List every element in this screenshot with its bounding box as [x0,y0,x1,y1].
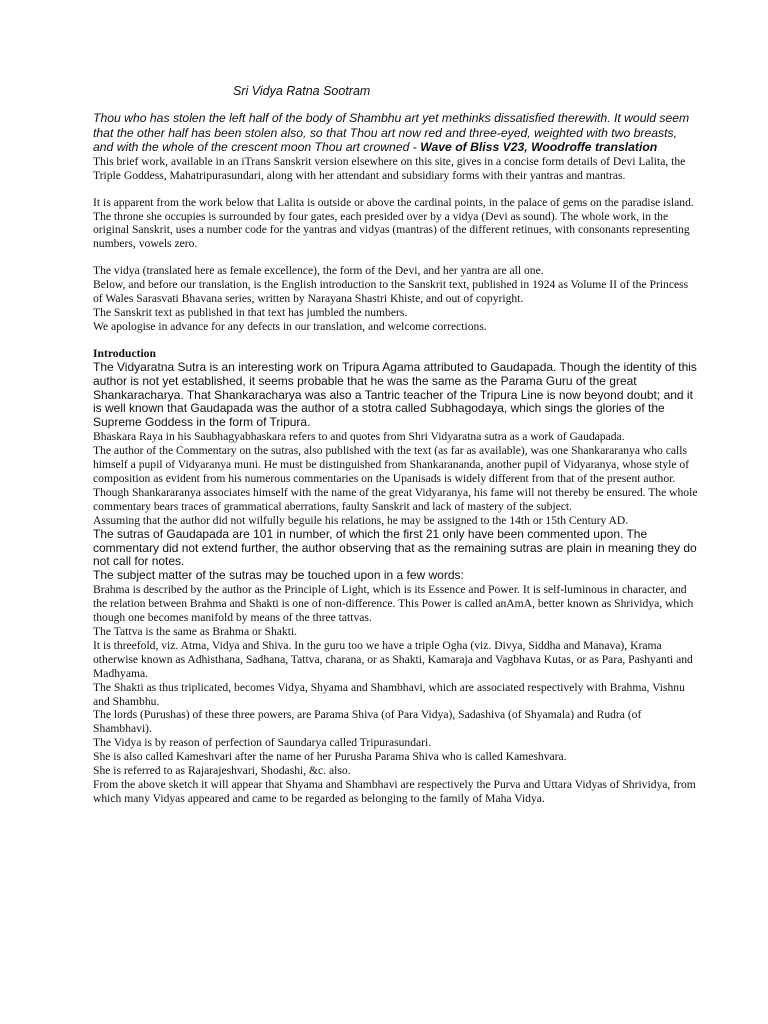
note-paragraph: Below, and before our translation, is the English introduction to the Sanskrit text, published in 1924 as Volume II of the Princess of Wales Sarasvati Bhavana series, written by Narayana Shastri Khiste, and out of copyright. [93,278,689,306]
introduction-heading: Introduction [93,346,156,360]
body-paragraph: The lords (Purushas) of these three powers, are Parama Shiva (of Para Vidya), Sadashiva (of Shyamala) and Rudra (of Shambhavi). [93,708,642,736]
document-title: Sri Vidya Ratna Sootram [233,84,371,98]
introduction-lead: The Vidyaratna Sutra is an interesting work on Tripura Agama attributed to Gaudapada. Though the identity of this author is not yet established, it seems probable that he was the same as the Parama Guru of the great Shankaracharya. That Shankaracharya was also a Tantric teacher of the Tripura Line is now beyond doubt; and it is well known that Gaudapada was the author of a stotra called Subhagodaya, which sings the glories of the Supreme Goddess in the form of Tripura. [93,359,697,430]
body-paragraph: Bhaskara Raya in his Saubhagyabhaskara refers to and quotes from Shri Vidyaratna sutra as a work of Gaudapada. [93,430,625,444]
epigraph-text: Thou who has stolen the left half of the body of Shambhu art yet methinks dissatisfied therewith. It would seem that the other half has been stolen also, so that Thou art now red and three-eyed, weighted with two breasts, and with the whole of the crescent moon Thou art crowned - [93,111,690,155]
body-paragraph: The Tattva is the same as Brahma or Shakti. [93,624,298,638]
body-paragraph: The Shakti as thus triplicated, becomes Vidya, Shyama and Shambhavi, which are associated respectively with Brahma, Vishnu and Shambhu. [93,680,685,708]
note-paragraph: The vidya (translated here as female excellence), the form of the Devi, and her yantra are all one. [93,264,544,278]
body-paragraph: The Vidya is by reason of perfection of Saundarya called Tripurasundari. [93,736,432,750]
body-paragraph: Assuming that the author did not wilfully beguile his relations, he may be assigned to the 14th or 15th Century AD. [93,513,629,527]
body-paragraph: Brahma is described by the author as the Principle of Light, which is its Essence and Power. It is self-luminous in character, and the relation between Brahma and Shakti is one of non-difference. This Power is called anAmA, better known as Shrividya, which though one becomes manifold by means of the three tattvas. [93,583,694,625]
body-paragraph: The sutras of Gaudapada are 101 in number, of which the first 21 only have been commented upon. The commentary did not extend further, the author observing that as the remaining sutras are plain in meaning they do not call for notes. [93,526,697,569]
body-paragraph: The subject matter of the sutras may be touched upon in a few words: [93,568,464,583]
body-text [93,430,698,805]
note-paragraph: We apologise in advance for any defects in our translation, and welcome corrections. [93,319,487,333]
intro-paragraph: It is apparent from the work below that Lalita is outside or above the cardinal points, in the palace of gems on the paradise island. The throne she occupies is surrounded by four gates, each presided over by a vidya (Devi as sound). The whole work, in the original Sanskrit, uses a number code for the yantras and vidyas (mantras) of the different retinues, with consonants representing numbers, vowels zero. [93,195,694,251]
body-paragraph: Though Shankararanya associates himself with the name of the great Vidyaranya, his fame will not thereby be ensured. The whole commentary bears traces of grammatical aberrations, faulty Sanskrit and lack of mastery of the subject. [93,485,698,513]
body-paragraph: She is referred to as Rajarajeshvari, Shodashi, &c. also. [93,764,351,778]
note-paragraph: The Sanskrit text as published in that text has jumbled the numbers. [93,305,408,319]
body-paragraph: From the above sketch it will appear that Shyama and Shambhavi are respectively the Purva and Uttara Vidyas of Shrividya, from which many Vidyas appeared and came to be regarded as belonging to the family of Maha Vidya. [93,777,696,805]
epigraph [93,111,698,155]
body-paragraph: It is threefold, viz. Atma, Vidya and Shiva. In the guru too we have a triple Ogha (viz. Divya, Siddha and Manava), Krama otherwise known as Adhisthana, Sadhana, Tattva, charana, or as Shakti, Kamaraja and Vagbhava Kutas, or as Para, Pashyanti and Madhyama. [93,638,693,680]
intro-paragraph: This brief work, available in an iTrans Sanskrit version elsewhere on this site, gives in a concise form details of Devi Lalita, the Triple Goddess, Mahatripurasundari, along with her attendant and subsidiary forms with their yantras and mantras. [93,154,686,182]
body-paragraph: She is also called Kameshvari after the name of her Purusha Parama Shiva who is called Kameshvara. [93,750,567,764]
epigraph-attribution: Wave of Bliss V23, Woodroffe translation [420,140,658,155]
body-paragraph: The author of the Commentary on the sutras, also published with the text (as far as available), was one Shankararanya who calls himself a pupil of Vidyaranya muni. He must be distinguished from Shankarananda, another pupil of Vidyaranya, whose style of composition as evident from his numerous commentaries on the Upanisads is widely different from that of the present author. [93,444,690,485]
